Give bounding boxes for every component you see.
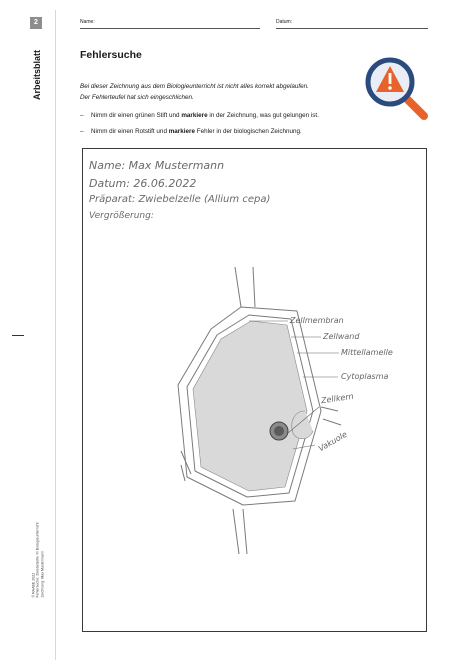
task-text bbox=[91, 111, 319, 120]
credit-line: Zeichnung: Max Mustermann bbox=[40, 551, 45, 598]
name-label: Name: bbox=[80, 19, 95, 25]
margin-mark bbox=[12, 335, 24, 336]
worksheet-label: Arbeitsblatt bbox=[32, 49, 42, 101]
page-title: Fehlersuche bbox=[80, 49, 142, 61]
intro-text bbox=[80, 81, 330, 103]
drawing-name: Name: Max Mustermann bbox=[89, 159, 225, 172]
label-middle-lamella: Mittellamelle bbox=[341, 348, 393, 357]
task-text-post: in der Zeichnung, was gut gelungen ist. bbox=[207, 112, 319, 119]
credit-line: Fehlersuche: Zwiebelzelle im Biologieunterricht bbox=[35, 522, 40, 598]
task-text-pre: Nimm dir einen grünen Stift und bbox=[91, 112, 182, 119]
task-text bbox=[91, 127, 302, 136]
label-cell-membrane: Zellmembran bbox=[290, 316, 344, 325]
label-nucleus: Zellkern bbox=[320, 391, 355, 406]
warning-magnifier-icon bbox=[360, 52, 432, 124]
task-item bbox=[80, 127, 390, 136]
date-label: Datum: bbox=[276, 19, 293, 25]
task-dash: – bbox=[80, 112, 84, 119]
drawing-frame bbox=[82, 148, 427, 632]
task-dash: – bbox=[80, 128, 84, 135]
task-item bbox=[80, 111, 390, 120]
label-cell-wall: Zellwand bbox=[323, 332, 360, 341]
task-text-pre: Nimm dir einen Rotstift und bbox=[91, 128, 169, 135]
intro-line: Bei dieser Zeichnung aus dem Biologieunterricht ist nicht alles korrekt abgelaufen. bbox=[80, 83, 309, 90]
task-text-post: Fehler in der biologischen Zeichnung. bbox=[194, 128, 302, 135]
onion-cell-drawing bbox=[83, 149, 428, 633]
intro-line: Der Fehlerteufel hat sich eingeschlichen. bbox=[80, 94, 194, 101]
label-vacuole: Vakuole bbox=[316, 429, 349, 454]
date-field[interactable] bbox=[276, 28, 428, 29]
drawing-magnification: Vergrößerung: bbox=[89, 211, 154, 221]
task-keyword: markiere bbox=[168, 128, 195, 135]
drawing-preparat: Präparat: Zwiebelzelle (Allium cepa) bbox=[89, 194, 271, 205]
drawing-date: Datum: 26.06.2022 bbox=[89, 177, 197, 190]
page-number-badge: 2 bbox=[30, 17, 42, 29]
task-keyword: markiere bbox=[181, 112, 208, 119]
margin-divider bbox=[55, 10, 56, 660]
name-field[interactable] bbox=[80, 28, 260, 29]
credit-line: © RAABE 2022 bbox=[31, 572, 36, 598]
copyright-notice bbox=[31, 522, 44, 597]
label-cytoplasm: Cytoplasma bbox=[341, 372, 389, 381]
